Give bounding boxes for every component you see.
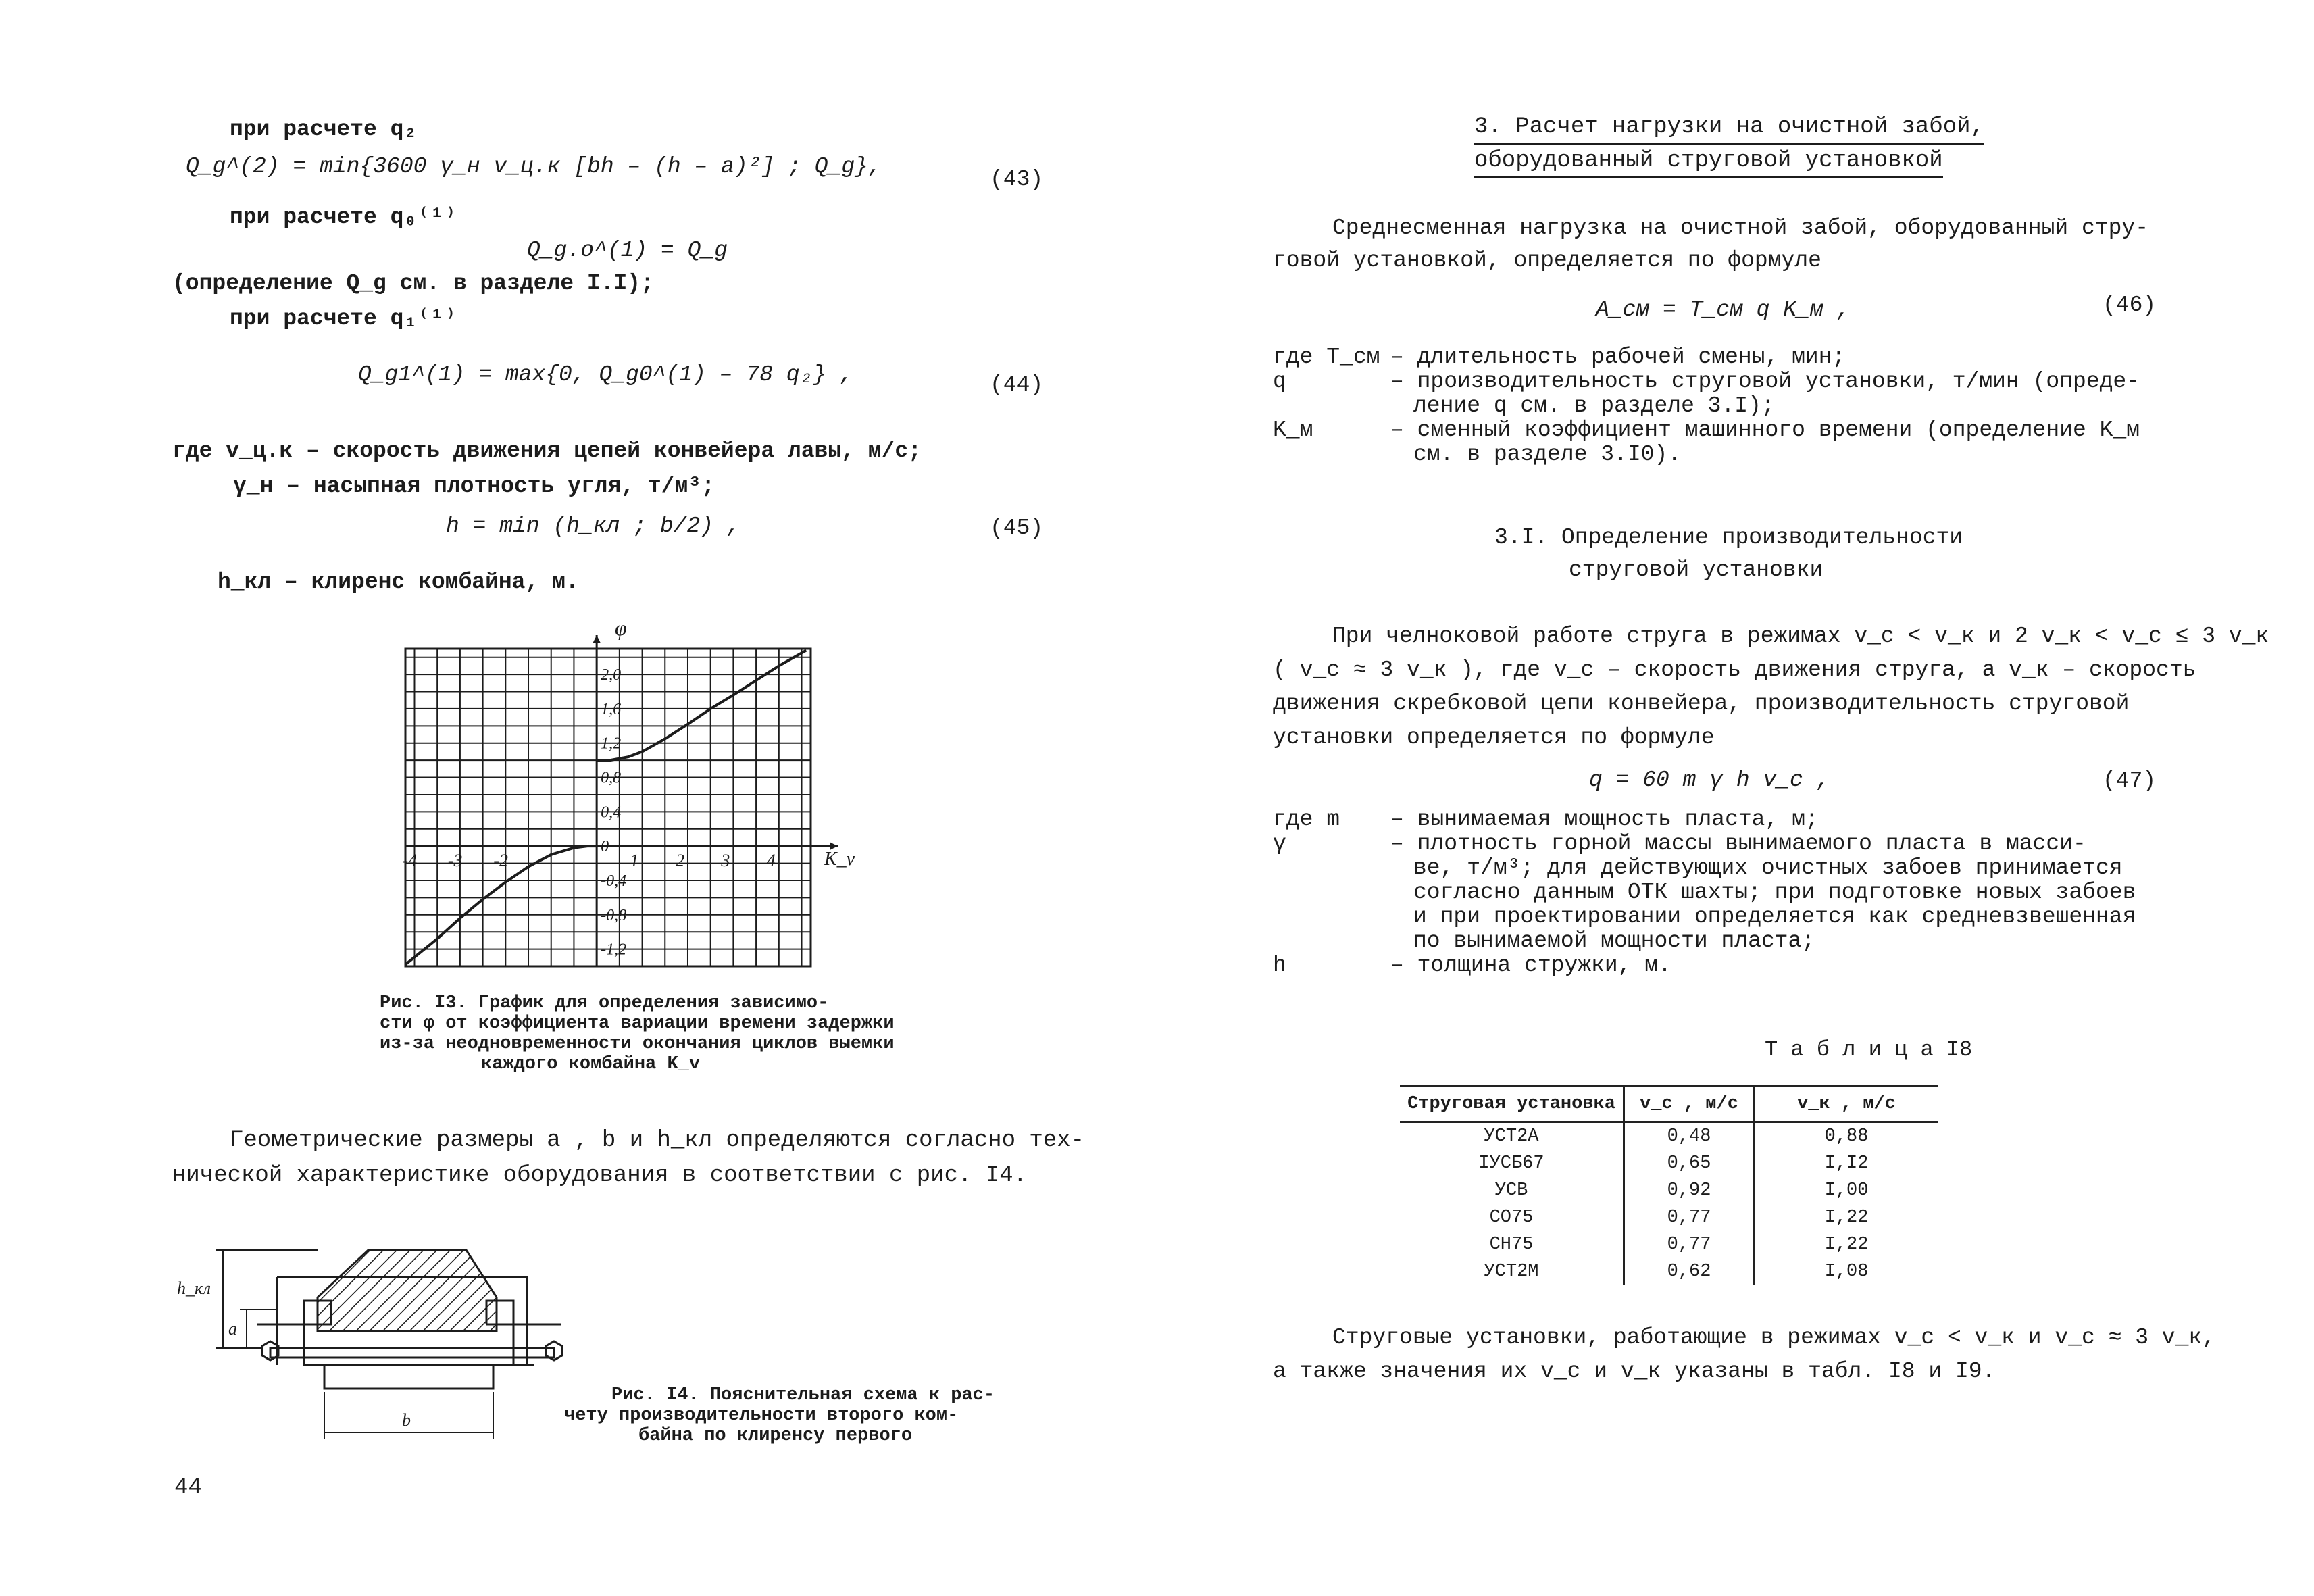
table-header-row: [1400, 1087, 1938, 1122]
table-cell: I,22: [1824, 1207, 1869, 1228]
figure-13-caption-line: из-за неодновременности окончания циклов выемки: [380, 1034, 895, 1054]
chart-x-tick-label: 4: [766, 851, 776, 871]
figure-14-diagram: [176, 1230, 581, 1446]
chart-y-tick-label: 2,0: [601, 666, 622, 684]
definition-text: и при проектировании определяется как средневзвешенная: [1413, 904, 2136, 929]
chart-x-tick-label: 3: [721, 851, 730, 871]
table-cell: 0,48: [1624, 1122, 1755, 1151]
closing-line-2: а также значения их v_c и v_к указаны в табл. I8 и I9.: [1273, 1359, 1996, 1384]
table-cell: 0,77: [1624, 1231, 1755, 1258]
where-v-line: где v_ц.к – скорость движения цепей конвейера лавы, м/с;: [172, 439, 922, 464]
para2-line-2: ( v_c ≈ 3 v_к ), где v_c – скорость движения струга, а v_к – скорость: [1273, 657, 2196, 682]
definition-text: – плотность горной массы вынимаемого пласта в масси-: [1390, 831, 2086, 856]
table-cell: 0,92: [1624, 1177, 1755, 1204]
section-title-text-2: оборудованный струговой установкой: [1474, 148, 1943, 178]
chart-series-line-2: [597, 651, 806, 761]
figure-14-caption-line: байна по клиренсу первого: [638, 1426, 913, 1446]
definition-qg-line: (определение Q_g см. в разделе I.I);: [172, 271, 654, 296]
equation-qg0: Q_g.o^(1) = Q_g: [527, 238, 728, 263]
table-header-cell: v_к , м/с: [1755, 1087, 1938, 1122]
chart-x-tick-label: -3: [447, 851, 463, 871]
table-cell: 0,62: [1624, 1258, 1755, 1285]
subsection-title-line-1: 3.I. Определение производительности: [1494, 525, 1963, 550]
chart-y-tick-label: 1,6: [601, 700, 622, 718]
table-row: [1400, 1204, 1938, 1231]
table-header-cell: Струговая установка: [1400, 1087, 1624, 1122]
figure-13-caption-line: Рис. I3. График для определения зависимо-: [380, 993, 829, 1014]
definition-symbol: q: [1273, 369, 1286, 394]
table-row: [1400, 1231, 1938, 1258]
h-kl-line: h_кл – клиренс комбайна, м.: [218, 570, 579, 595]
chart-y-tick-label: 1,2: [601, 734, 622, 753]
table-row: [1400, 1150, 1938, 1177]
intro-line-1: Среднесменная нагрузка на очистной забой, оборудованный стру-: [1332, 216, 2148, 241]
table-cell: I,22: [1824, 1235, 1869, 1255]
table-title: Т а б л и ц а I8: [1765, 1037, 1973, 1062]
chart-y-tick-label: 0,4: [601, 803, 622, 822]
definition-symbol: где T_см: [1273, 345, 1380, 370]
definition-text: см. в разделе 3.I0).: [1413, 442, 1682, 467]
figure-13-caption-line: сти φ от коэффициента вариации времени задержки: [380, 1014, 895, 1034]
chain-bar: [270, 1348, 554, 1357]
table-cell: 0,88: [1824, 1126, 1869, 1147]
chart-y-tick-label: 0,8: [601, 769, 622, 787]
chart-y-tick-label: -0,8: [601, 906, 627, 924]
table-header-cell: v_c , м/с: [1624, 1087, 1755, 1122]
table-cell: I,00: [1824, 1180, 1869, 1201]
calc-q1-line: при расчете q₁⁽¹⁾: [230, 306, 457, 331]
equation-46-number: (46): [2103, 293, 2157, 318]
table-row: [1400, 1122, 1938, 1151]
chart-x-label: K_v: [824, 849, 855, 870]
definition-text: по вынимаемой мощности пласта;: [1413, 928, 1815, 953]
equation-43: Q_g^(2) = min{3600 γ_н v_ц.к [bh – (h – a)²] ; Q_g},: [186, 154, 882, 179]
definition-text: – сменный коэффициент машинного времени (определение K_м: [1390, 418, 2140, 443]
table-cell: 0,77: [1624, 1204, 1755, 1231]
geometry-para-line-2: нической характеристике оборудования в соответствии с рис. I4.: [172, 1163, 1028, 1189]
gamma-n-line: γ_н – насыпная плотность угля, т/м³;: [233, 474, 715, 499]
table-18: [1400, 1085, 1938, 1285]
figure-14-caption: [564, 1385, 995, 1446]
calc-qo-line: при расчете q₀⁽¹⁾: [230, 205, 457, 230]
table-cell: IУСБ67: [1400, 1150, 1624, 1177]
label-a: a: [228, 1319, 237, 1339]
definition-text: ве, т/м³; для действующих очистных забоев принимается: [1413, 855, 2123, 880]
figure-14-caption-line: Рис. I4. Пояснительная схема к рас-: [611, 1385, 995, 1405]
definition-text: – толщина стружки, м.: [1390, 953, 1671, 978]
definition-text: – производительность струговой установки, т/мин (опреде-: [1390, 369, 2140, 394]
para2-line-1: При челноковой работе струга в режимах v_c < v_к и 2 v_к < v_c ≤ 3 v_к: [1332, 624, 2269, 649]
intro-line-2: говой установкой, определяется по формуле: [1273, 248, 1821, 273]
table-cell: УСТ2М: [1400, 1258, 1624, 1285]
support-base: [324, 1365, 493, 1389]
equation-45: h = min (h_кл ; b/2) ,: [446, 514, 740, 539]
section-title-line-1: [1474, 114, 1984, 141]
definition-symbol: где m: [1273, 807, 1340, 832]
figure-13-chart: [392, 622, 865, 980]
definition-text: ление q см. в разделе 3.I);: [1413, 393, 1775, 418]
equation-45-number: (45): [990, 516, 1044, 541]
definition-text: согласно данным ОТК шахты; при подготовке новых забоев: [1413, 880, 2136, 905]
table-cell: УСТ2А: [1400, 1122, 1624, 1151]
section-title-line-2: [1474, 147, 1943, 174]
table-cell: СО75: [1400, 1204, 1624, 1231]
definition-symbol: γ: [1273, 831, 1286, 856]
table-cell: I,08: [1824, 1262, 1869, 1282]
right-page: [1157, 0, 2314, 1596]
para2-line-3: движения скребковой цепи конвейера, производительность струговой: [1273, 691, 2130, 716]
equation-44-number: (44): [990, 372, 1044, 397]
chart-y-label: φ: [615, 622, 627, 640]
equation-44: Q_g1^(1) = max{0, Q_g0^(1) – 78 q₂} ,: [358, 362, 853, 387]
chart-x-tick-label: -4: [402, 851, 418, 871]
figure-13-caption: [380, 993, 895, 1074]
section-title-text-1: 3. Расчет нагрузки на очистной забой,: [1474, 114, 1984, 145]
chart-x-tick-label: 2: [675, 851, 684, 871]
hatched-cutting-block: [318, 1250, 497, 1331]
chart-y-tick-label: -0,4: [601, 872, 627, 890]
chart-x-tick-label: 1: [630, 851, 639, 871]
closing-line-1: Струговые установки, работающие в режимах v_c < v_к и v_c ≈ 3 v_к,: [1332, 1325, 2216, 1350]
table-row: [1400, 1258, 1938, 1285]
table-row: [1400, 1177, 1938, 1204]
calc-q2-line: при расчете q₂: [230, 117, 418, 142]
figure-13-caption-line: каждого комбайна K_v: [481, 1054, 701, 1074]
equation-43-number: (43): [990, 167, 1044, 192]
definition-text: – длительность рабочей смены, мин;: [1390, 345, 1846, 370]
table-cell: СН75: [1400, 1231, 1624, 1258]
table-cell: I,I2: [1824, 1153, 1869, 1174]
geometry-para-line-1: Геометрические размеры a , b и h_кл определяются согласно тех-: [230, 1128, 1085, 1153]
chart-y-tick-label: -1,2: [601, 941, 627, 959]
chart-x-tick-label: -2: [493, 851, 508, 871]
equation-46: A_см = T_см q K_м ,: [1596, 297, 1851, 322]
page-number: 44: [174, 1475, 202, 1501]
label-h-kl: h_кл: [177, 1278, 211, 1298]
subsection-title-line-2: струговой установки: [1569, 557, 1823, 582]
definition-symbol: K_м: [1273, 418, 1313, 443]
definition-text: – вынимаемая мощность пласта, м;: [1390, 807, 1819, 832]
equation-47: q = 60 m γ h v_c ,: [1589, 768, 1830, 793]
definition-symbol: h: [1273, 953, 1286, 978]
para2-line-4: установки определяется по формуле: [1273, 725, 1715, 750]
figure-14-caption-line: чету производительности второго ком-: [564, 1405, 959, 1426]
table-cell: УСВ: [1400, 1177, 1624, 1204]
chart-y-arrow: [593, 635, 601, 643]
table-cell: 0,65: [1624, 1150, 1755, 1177]
chart-y-tick-label: 0: [601, 838, 609, 856]
label-b: b: [402, 1410, 411, 1430]
equation-47-number: (47): [2103, 768, 2157, 793]
